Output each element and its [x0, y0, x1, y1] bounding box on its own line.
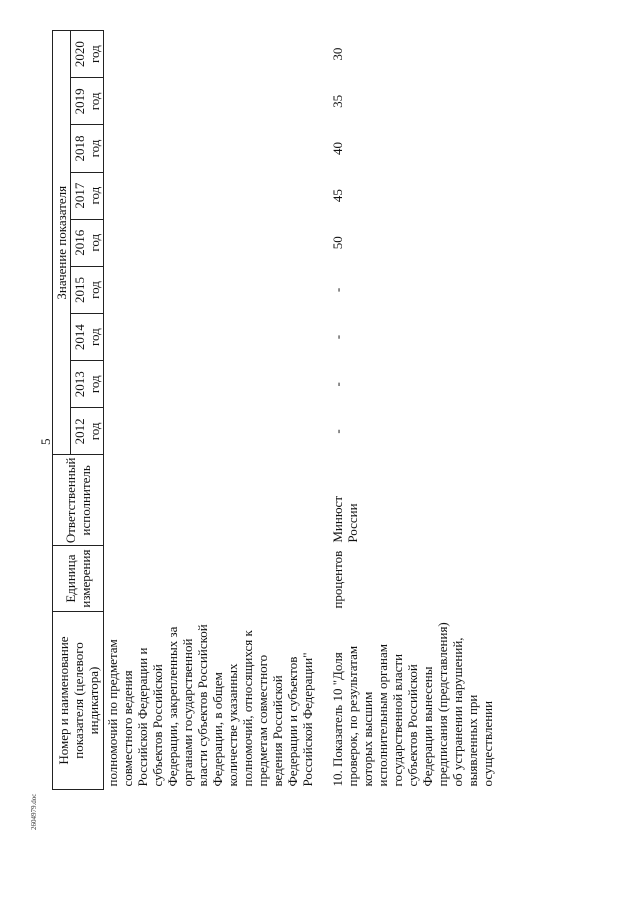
- value-cell: 40: [330, 141, 345, 155]
- header-values-group: Значение показателя: [53, 31, 71, 456]
- value-cell: [104, 125, 330, 172]
- value-cell: [104, 172, 330, 219]
- header-year-2012: 2012 год: [71, 408, 104, 455]
- indicator-name-cell: 10. Показатель 10 "Доля проверок, по результатам которых высшим исполнительным органам государственной власти субъектов Российской Федерации вынесены предписания (представления) об устранении нарушений, выявленных при осуществлении: [330, 622, 495, 787]
- value-cell: -: [330, 382, 345, 387]
- value-cell: [104, 361, 330, 408]
- table-row: [329, 31, 496, 790]
- header-year-2017: 2017 год: [71, 172, 104, 219]
- value-cell: [104, 31, 330, 78]
- indicator-table: [52, 30, 496, 790]
- value-cell: [104, 314, 330, 361]
- value-cell: 35: [330, 94, 345, 108]
- value-cell: [104, 408, 330, 455]
- value-cell: [104, 266, 330, 313]
- header-year-2013: 2013 год: [71, 361, 104, 408]
- value-cell: 50: [330, 236, 345, 250]
- header-executor: Ответственный исполнитель: [53, 455, 104, 546]
- indicator-table-sheet: [52, 30, 612, 790]
- executor-cell: [104, 455, 330, 546]
- value-cell: -: [330, 334, 345, 340]
- value-cell: -: [330, 287, 345, 293]
- value-cell: [104, 219, 330, 266]
- page-number: 5: [38, 438, 53, 445]
- value-cell: [104, 78, 330, 125]
- header-year-2019: 2019 год: [71, 78, 104, 125]
- executor-cell: Минюст России: [330, 496, 360, 543]
- header-year-2018: 2018 год: [71, 125, 104, 172]
- header-year-2016: 2016 год: [71, 219, 104, 266]
- unit-cell: [104, 546, 330, 612]
- unit-cell: процентов: [330, 550, 345, 609]
- document-footer: 2604979.doc: [30, 793, 38, 830]
- header-indicator-name: Номер и наименование показателя (целевого индикатора): [53, 612, 104, 790]
- header-unit: Единица измерения: [53, 546, 104, 612]
- value-cell: 30: [330, 47, 345, 61]
- header-year-2014: 2014 год: [71, 314, 104, 361]
- table-row: [104, 31, 330, 790]
- value-cell: 45: [330, 189, 345, 203]
- header-year-2020: 2020 год: [71, 31, 104, 78]
- value-cell: -: [330, 429, 345, 434]
- header-year-2015: 2015 год: [71, 266, 104, 313]
- indicator-name-cell: полномочий по предметам совместного ведения Российской Федерации и субъектов Российской Федерации, закрепленных за органами государственной власти субъектов Российской Федерации, в общем количестве указанных полномочий, относящихся к предметам совместного ведения Российской Федерации и субъектов Российской Федерации": [105, 624, 315, 787]
